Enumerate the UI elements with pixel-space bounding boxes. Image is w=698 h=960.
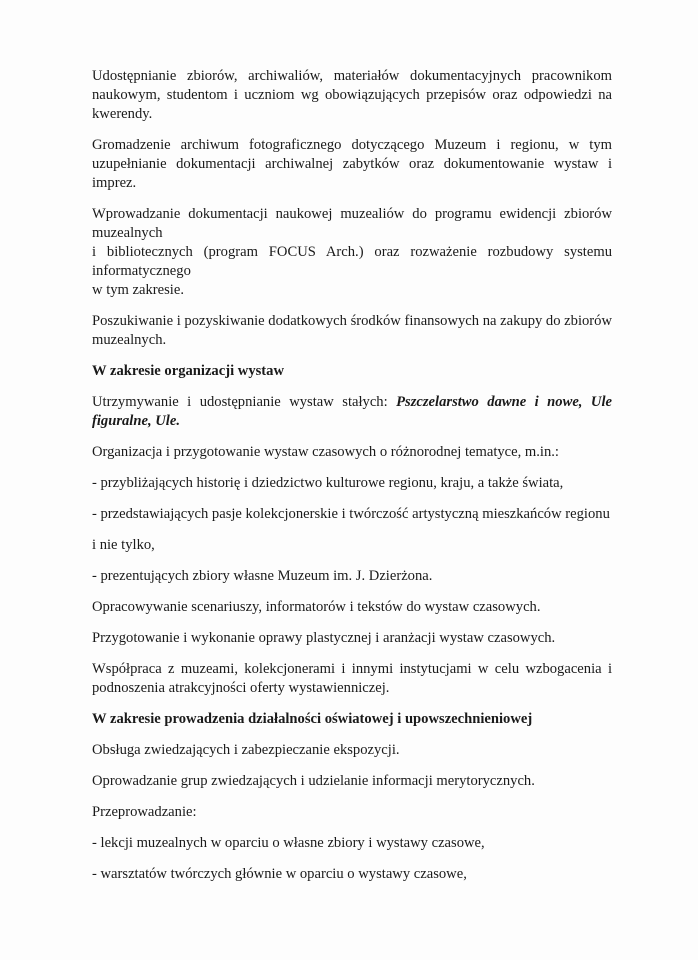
paragraph-exhibition-design: Przygotowanie i wykonanie oprawy plastycznej i aranżacji wystaw czasowych. (92, 630, 556, 646)
paragraph-documentation-program (92, 205, 612, 300)
paragraph-scenarios: Opracowywanie scenariuszy, informatorów i tekstów do wystaw czasowych. (92, 599, 541, 615)
permanent-exhibitions-titles: Pszczelarstwo dawne i nowe, Ule figuralne, Ule. (92, 394, 612, 429)
paragraph-photo-archive: Gromadzenie archiwum fotograficznego dotyczącego Muzeum i regionu, w tym uzupełnianie dokumentacji archiwalnej zabytków oraz dokumentowanie wystaw i imprez. (92, 137, 612, 191)
document-body (92, 67, 612, 896)
paragraph-line: muzealnych (92, 225, 163, 241)
paragraph-guided-tours: Oprowadzanie grup zwiedzających i udzielanie informacji merytorycznych. (92, 773, 535, 789)
paragraph-line: Wprowadzanie dokumentacji naukowej muzealiów do programu ewidencji zbiorów (92, 206, 612, 222)
paragraph-line: i bibliotecznych (program FOCUS Arch.) oraz rozważenie rozbudowy systemu (92, 244, 612, 260)
paragraph-collections-access: Udostępnianie zbiorów, archiwaliów, materiałów dokumentacyjnych pracownikom naukowym, studentom i uczniom wg obowiązujących przepisów oraz odpowiedzi na kwerendy. (92, 68, 612, 122)
list-item: - prezentujących zbiory własne Muzeum im. J. Dzierżona. (92, 568, 433, 584)
paragraph-line: informatycznego (92, 263, 191, 279)
list-item: - przybliżających historię i dziedzictwo kulturowe regionu, kraju, a także świata, (92, 475, 564, 491)
list-item: - przedstawiających pasje kolekcjonerskie i twórczość artystyczną mieszkańców regionu (92, 506, 610, 522)
section-heading-exhibitions: W zakresie organizacji wystaw (92, 363, 284, 379)
paragraph-cooperation: Współpraca z muzeami, kolekcjonerami i innymi instytucjami w celu wzbogacenia i podnoszenia atrakcyjności oferty wystawienniczej. (92, 661, 612, 696)
paragraph-funding: Poszukiwanie i pozyskiwanie dodatkowych środków finansowych na zakupy do zbiorów muzealnych. (92, 313, 612, 348)
list-item: - lekcji muzealnych w oparciu o własne zbiory i wystawy czasowe, (92, 835, 485, 851)
paragraph-permanent-exhibitions (92, 393, 612, 431)
paragraph-temporary-exhibitions: Organizacja i przygotowanie wystaw czasowych o różnorodnej tematyce, m.in.: (92, 444, 559, 460)
list-item: i nie tylko, (92, 537, 155, 553)
paragraph-line: w tym zakresie. (92, 282, 184, 298)
list-item: - warsztatów twórczych głównie w oparciu o wystawy czasowe, (92, 866, 467, 882)
section-heading-education: W zakresie prowadzenia działalności oświatowej i upowszechnieniowej (92, 711, 533, 727)
paragraph-visitor-service: Obsługa zwiedzających i zabezpieczanie ekspozycji. (92, 742, 400, 758)
paragraph-conducting: Przeprowadzanie: (92, 804, 197, 820)
permanent-exhibitions-prefix: Utrzymywanie i udostępnianie wystaw stałych: (92, 394, 397, 410)
